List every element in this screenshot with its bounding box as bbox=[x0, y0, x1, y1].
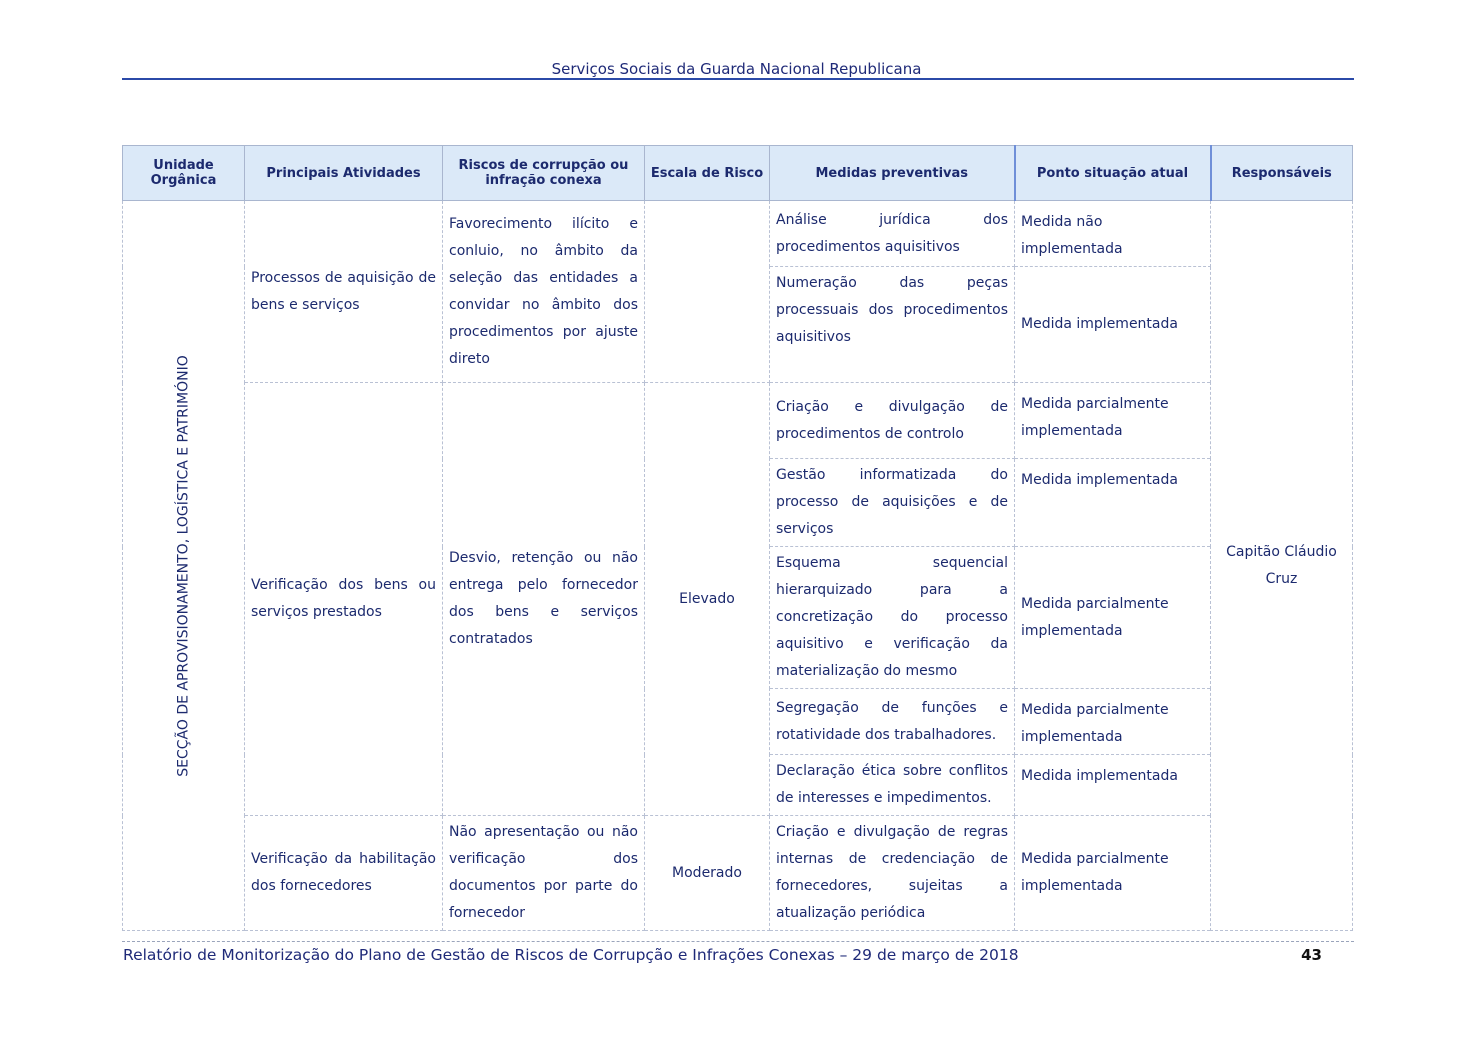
footer-divider bbox=[122, 941, 1354, 942]
medida-cell: Criação e divulgação de regras internas de credenciação de fornecedores, sujeitas a atualização periódica bbox=[770, 816, 1015, 931]
col-header-escala: Escala de Risco bbox=[645, 146, 770, 201]
escala-cell bbox=[645, 201, 770, 383]
situacao-cell: Medida parcialmente implementada bbox=[1015, 816, 1211, 931]
table-header-row bbox=[123, 146, 1353, 201]
situacao-cell: Medida parcialmente implementada bbox=[1015, 547, 1211, 689]
medida-cell: Gestão informatizada do processo de aquisições e de serviços bbox=[770, 459, 1015, 547]
medida-cell: Criação e divulgação de procedimentos de controlo bbox=[770, 383, 1015, 459]
unidade-cell bbox=[123, 201, 245, 931]
col-header-atividades: Principais Atividades bbox=[245, 146, 443, 201]
header-divider bbox=[122, 78, 1354, 80]
situacao-cell: Medida parcialmente implementada bbox=[1015, 383, 1211, 459]
atividade-cell: Verificação da habilitação dos fornecedores bbox=[245, 816, 443, 931]
medida-cell: Esquema sequencial hierarquizado para a concretização do processo aquisitivo e verificação da materialização do mesmo bbox=[770, 547, 1015, 689]
escala-cell: Elevado bbox=[645, 383, 770, 816]
footer-report-title: Relatório de Monitorização do Plano de Gestão de Riscos de Corrupção e Infrações Conexas – 29 de março de 2018 bbox=[123, 946, 1019, 964]
medida-cell: Numeração das peças processuais dos procedimentos aquisitivos bbox=[770, 267, 1015, 383]
col-header-situacao: Ponto situação atual bbox=[1015, 146, 1211, 201]
medida-cell: Segregação de funções e rotatividade dos trabalhadores. bbox=[770, 689, 1015, 755]
risco-cell: Não apresentação ou não verificação dos documentos por parte do fornecedor bbox=[443, 816, 645, 931]
risco-cell: Favorecimento ilícito e conluio, no âmbito da seleção das entidades a convidar no âmbito dos procedimentos por ajuste direto bbox=[443, 201, 645, 383]
medida-cell: Declaração ética sobre conflitos de interesses e impedimentos. bbox=[770, 755, 1015, 816]
col-header-medidas: Medidas preventivas bbox=[770, 146, 1015, 201]
atividade-cell: Processos de aquisição de bens e serviços bbox=[245, 201, 443, 383]
atividade-cell: Verificação dos bens ou serviços prestados bbox=[245, 383, 443, 816]
situacao-cell: Medida implementada bbox=[1015, 755, 1211, 816]
col-header-unidade: Unidade Orgânica bbox=[123, 146, 245, 201]
unidade-label: SECÇÃO DE APROVISIONAMENTO, LOGÍSTICA E PATRIMÓNIO bbox=[175, 354, 191, 777]
escala-cell: Moderado bbox=[645, 816, 770, 931]
page-number: 43 bbox=[1301, 946, 1322, 964]
risco-cell: Desvio, retenção ou não entrega pelo fornecedor dos bens e serviços contratados bbox=[443, 383, 645, 816]
col-header-responsaveis: Responsáveis bbox=[1211, 146, 1353, 201]
page-header-title: Serviços Sociais da Guarda Nacional Republicana bbox=[551, 60, 922, 78]
responsavel-cell: Capitão Cláudio Cruz bbox=[1211, 201, 1353, 931]
risk-table bbox=[122, 145, 1353, 931]
medida-cell: Análise jurídica dos procedimentos aquisitivos bbox=[770, 201, 1015, 267]
table-row bbox=[123, 383, 1353, 459]
situacao-cell: Medida não implementada bbox=[1015, 201, 1211, 267]
situacao-cell: Medida implementada bbox=[1015, 267, 1211, 383]
situacao-cell: Medida parcialmente implementada bbox=[1015, 689, 1211, 755]
table-row bbox=[123, 201, 1353, 267]
table-row bbox=[123, 816, 1353, 931]
col-header-riscos: Riscos de corrupção ou infração conexa bbox=[443, 146, 645, 201]
situacao-cell: Medida implementada bbox=[1015, 459, 1211, 547]
